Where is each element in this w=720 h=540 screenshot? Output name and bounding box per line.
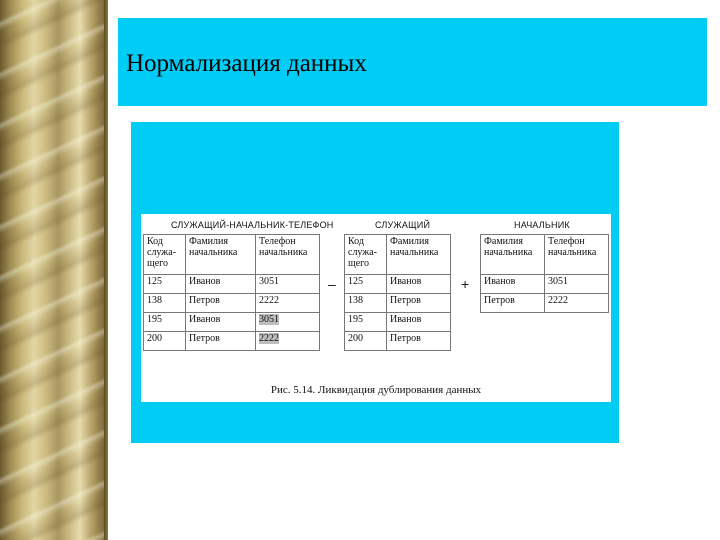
table2-col-surname: Фамилия начальника (387, 235, 451, 275)
table1-cell: 125 (144, 275, 186, 294)
table3-cell: Иванов (481, 275, 545, 294)
table-employee-manager-phone (143, 234, 320, 351)
decorative-gold-border (0, 0, 108, 540)
table1-cell: 3051 (256, 275, 320, 294)
table-row (345, 294, 451, 313)
slide-title: Нормализация данных (126, 50, 367, 77)
table-row (481, 275, 609, 294)
table-row (345, 275, 451, 294)
table3-col-surname: Фамилия начальника (481, 235, 545, 275)
table2-cell: 138 (345, 294, 387, 313)
table3-cell: 2222 (545, 294, 609, 313)
table3-heading: НАЧАЛЬНИК (514, 220, 570, 230)
table-row (144, 294, 320, 313)
table-row (144, 313, 320, 332)
table1-cell: 138 (144, 294, 186, 313)
figure (141, 214, 611, 402)
table2-col-code: Код служа- щего (345, 235, 387, 275)
table1-cell: Иванов (186, 275, 256, 294)
table3-cell: Петров (481, 294, 545, 313)
table1-cell: Петров (186, 332, 256, 351)
table2-heading: СЛУЖАЩИЙ (375, 220, 431, 230)
table-manager (480, 234, 609, 313)
table1-col-phone: Телефон начальника (256, 235, 320, 275)
table3-col-phone: Телефон начальника (545, 235, 609, 275)
table1-cell: 195 (144, 313, 186, 332)
figure-caption: Рис. 5.14. Ликвидация дублирования данных (270, 384, 482, 396)
plus-operator: + (461, 276, 470, 292)
minus-operator: – (328, 276, 336, 292)
table1-cell: Петров (186, 294, 256, 313)
table-row (144, 332, 320, 351)
table2-cell: Петров (387, 332, 451, 351)
table2-cell: 200 (345, 332, 387, 351)
highlighted-value: 2222 (259, 333, 279, 344)
table2-cell: Иванов (387, 313, 451, 332)
table-row (345, 313, 451, 332)
table2-cell: Петров (387, 294, 451, 313)
highlighted-value: 3051 (259, 314, 279, 325)
content-panel (131, 122, 619, 443)
table1-col-code: Код служа- щего (144, 235, 186, 275)
title-bar (118, 18, 707, 106)
table1-cell: 200 (144, 332, 186, 351)
table3-cell: 3051 (545, 275, 609, 294)
table1-cell: Иванов (186, 313, 256, 332)
table1-cell: 2222 (256, 294, 320, 313)
table2-cell: 125 (345, 275, 387, 294)
table1-col-surname: Фамилия начальника (186, 235, 256, 275)
table1-cell-highlighted (256, 332, 320, 351)
table1-cell-highlighted (256, 313, 320, 332)
table-row (144, 275, 320, 294)
table-employee (344, 234, 451, 351)
table2-cell: 195 (345, 313, 387, 332)
table1-heading: СЛУЖАЩИЙ-НАЧАЛЬНИК-ТЕЛЕФОН (171, 220, 334, 230)
table-row (345, 332, 451, 351)
table2-cell: Иванов (387, 275, 451, 294)
table-row (481, 294, 609, 313)
